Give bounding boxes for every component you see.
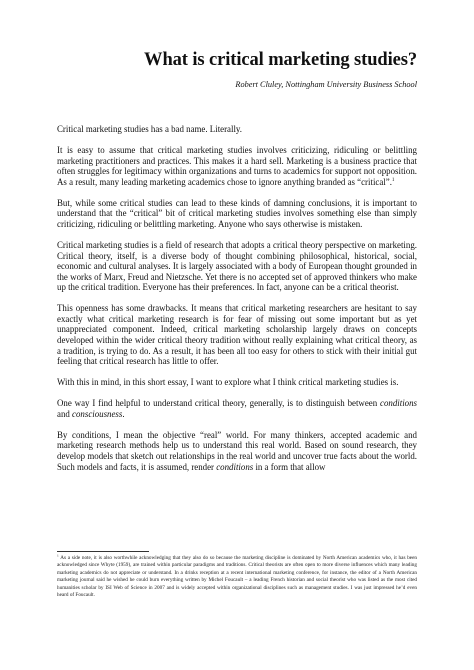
- emphasis-conditions: conditions: [380, 398, 417, 409]
- paragraph-text: in a form that allow: [253, 461, 326, 472]
- paragraph: [57, 198, 417, 230]
- paragraph-text: This openness has some drawbacks. It means that critical marketing researchers are hesitant to say exactly what critical marketing research is for fear of missing out some important but as yet unappreciated component. Indeed, critical marketing scholarship largely draws on concepts developed within the wider critical theory tradition without really explaining what critical theory, as a tradition, is trying to do. As a result, it has been all too easy for others to stick with their initial gut feeling that critical research has little to offer.: [57, 303, 417, 367]
- paragraph-text: and: [57, 408, 73, 419]
- author-line: Robert Cluley, Nottingham University Business School: [235, 80, 417, 89]
- footnote-divider: [57, 551, 149, 552]
- footnote: [57, 555, 417, 599]
- paragraph-text: Critical marketing studies has a bad name. Literally.: [57, 124, 243, 134]
- paragraph: [57, 124, 417, 135]
- paragraph: [57, 430, 417, 472]
- paragraph-text: .: [122, 408, 125, 419]
- paragraph-text: Critical marketing studies is a field of research that adopts a critical theory perspective on marketing. Critical theory, itself, is a diverse body of thought combining philosophical, historical, social, economic and cultural analyses. It is largely associated with a body of European thought grounded in the works of Marx, Freud and Nietzsche. Yet there is no accepted set of approved thinkers who make up the critical tradition. Everyone has their preferences. In fact, anyone can be a critical theorist.: [57, 239, 417, 293]
- paragraph-text: With this in mind, in this short essay, I want to explore what I think critical marketing studies is.: [57, 377, 399, 388]
- footnote-text: As a side note, it is also worthwhile acknowledging that they also do so because the marketing discipline is dominated by North American academics who, it has been acknowledged since Whyte (1959), are trained within particular paradigms and traditions. Critical theorists are often open to more diverse influences which many leading marketing academics do not appreciate or understand. In a drinks reception at a recent international marketing conference, for instance, the editor of a North American marketing journal said he wished he could burn everything written by Michel Foucault – a leading French historian and social theorist who was listed as the most cited humanities scholar by ISI Web of Science in 2007 and is widely accepted within organizational disciplines such as management studies. I was just impressed he’d even heard of Foucault.: [57, 555, 417, 599]
- paragraph: [57, 145, 417, 187]
- emphasis-conditions: conditions: [216, 461, 254, 472]
- paragraph-text: By conditions, I mean the objective “real” world. For many thinkers, accepted academic and marketing research methods help us to understand this real world. Based on sound research, they develop models that sketch out relationships in the real world and uncover true facts about the world. Such models and facts, it is assumed, render: [57, 429, 417, 472]
- paragraph-text: One way I find helpful to understand critical theory, generally, is to distinguish between: [57, 398, 381, 409]
- paragraph-text: It is easy to assume that critical marketing studies involves criticizing, ridiculing or belittling marketing practitioners and practices. This makes it a hard sell. Marketing is a business practice that often struggles for legitimacy within organizations and turns to academics for support not opposition. As a result, many leading marketing academics chose to ignore anything branded as “critical”.: [57, 144, 417, 187]
- paragraph-text: But, while some critical studies can lead to these kinds of damning conclusions, it is important to understand that the “critical” bit of critical marketing studies involves something else than simply criticizing, ridiculing or belittling marketing. Anyone who says otherwise is mistaken.: [57, 197, 417, 229]
- paragraph: [57, 240, 417, 293]
- emphasis-consciousness: consciousness: [72, 408, 123, 419]
- document-body: [57, 124, 417, 483]
- footnote-reference[interactable]: 1: [391, 177, 395, 183]
- footnote-marker: 1: [57, 553, 59, 558]
- paragraph: [57, 303, 417, 367]
- paragraph: [57, 398, 417, 419]
- document-title: What is critical marketing studies?: [144, 50, 417, 70]
- paragraph: [57, 377, 417, 388]
